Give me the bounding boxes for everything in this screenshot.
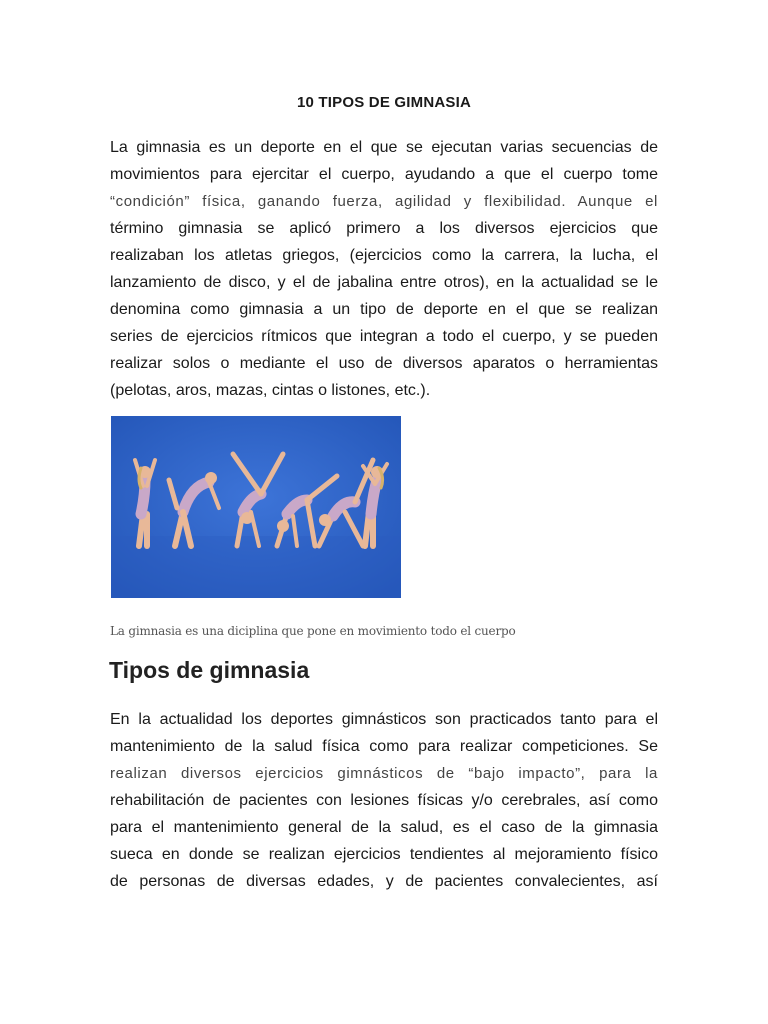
paragraph-line: realizar solos o mediante el uso de diversos aparatos o herramientas [110, 355, 658, 372]
paragraph-line: rehabilitación de pacientes con lesiones físicas y/o cerebrales, así como [110, 792, 658, 809]
section-heading: Tipos de gimnasia [109, 657, 310, 683]
paragraph-line: término gimnasia se aplicó primero a los diversos ejercicios que [110, 220, 658, 237]
paragraph-line: realizaban los atletas griegos, (ejercicios como la carrera, la lucha, el [110, 247, 658, 264]
paragraph-line: sueca en donde se realizan ejercicios tendientes al mejoramiento físico [110, 846, 658, 863]
paragraph-line: de personas de diversas edades, y de pacientes convalecientes, así [110, 873, 658, 890]
section-paragraph [110, 706, 658, 895]
gymnast-sequence-photo [111, 416, 401, 598]
paragraph-line: lanzamiento de disco, y el de jabalina entre otros), en la actualidad se le [110, 274, 658, 291]
figure-caption: La gimnasia es una diciplina que pone en movimiento todo el cuerpo [110, 624, 516, 638]
paragraph-line: para el mantenimiento general de la salud, es el caso de la gimnasia [110, 819, 658, 836]
paragraph-line: series de ejercicios rítmicos que integran a todo el cuerpo, y se pueden [110, 328, 658, 345]
paragraph-line: En la actualidad los deportes gimnásticos son practicados tanto para el [110, 711, 658, 728]
paragraph-line: (pelotas, aros, mazas, cintas o listones, etc.). [110, 382, 431, 399]
paragraph-line: “condición” física, ganando fuerza, agilidad y flexibilidad. Aunque el [110, 193, 658, 210]
paragraph-line: mantenimiento de la salud física como para realizar competiciones. Se [110, 738, 658, 755]
document-title: 10 TIPOS DE GIMNASIA [296, 94, 472, 111]
paragraph-line: denomina como gimnasia a un tipo de deporte en el que se realizan [110, 301, 658, 318]
paragraph-line: realizan diversos ejercicios gimnásticos de “bajo impacto”, para la [110, 765, 658, 782]
intro-paragraph [110, 134, 658, 404]
paragraph-line: movimientos para ejercitar el cuerpo, ayudando a que el cuerpo tome [110, 166, 658, 183]
paragraph-line: La gimnasia es un deporte en el que se ejecutan varias secuencias de [110, 139, 658, 156]
